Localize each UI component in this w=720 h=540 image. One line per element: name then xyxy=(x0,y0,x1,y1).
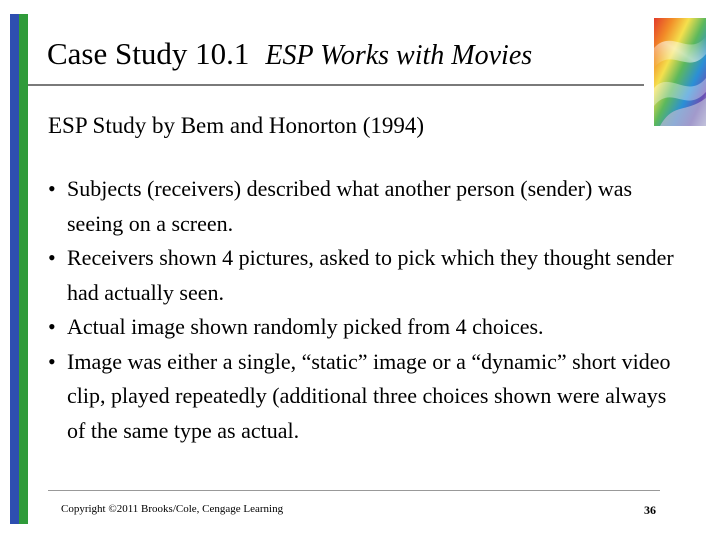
bullet-text: Image was either a single, “static” image or a “dynamic” short video clip, played repeatedly (additional three choices shown were always of the same type as actual. xyxy=(67,348,671,443)
list-item xyxy=(48,241,688,310)
bullet-list xyxy=(48,172,688,448)
bullet-icon: • xyxy=(48,348,56,374)
study-heading: ESP Study by Bem and Honorton (1994) xyxy=(48,113,425,138)
bullet-text: Actual image shown randomly picked from 4 choices. xyxy=(67,314,544,339)
title-subtitle: ESP Works with Movies xyxy=(265,40,533,71)
bullet-text: Subjects (receivers) described what another person (sender) was seeing on a screen. xyxy=(67,176,633,236)
list-item xyxy=(48,172,688,241)
list-item xyxy=(48,345,688,449)
page-number: 36 xyxy=(644,503,656,517)
rainbow-swirl-image xyxy=(654,18,706,126)
left-accent-bar-blue xyxy=(10,14,19,524)
bullet-text: Receivers shown 4 pictures, asked to pick which they thought sender had actually seen. xyxy=(67,245,674,305)
bullet-icon: • xyxy=(48,245,56,270)
left-accent-bar-green xyxy=(19,14,28,524)
title-divider xyxy=(28,84,644,86)
title-main: Case Study 10.1 xyxy=(47,36,250,71)
footer-divider xyxy=(48,490,660,491)
bullet-icon: • xyxy=(48,176,56,201)
list-item xyxy=(48,310,688,345)
copyright-notice: Copyright ©2011 Brooks/Cole, Cengage Learning xyxy=(61,503,284,515)
slide-title xyxy=(47,36,532,72)
bullet-icon: • xyxy=(48,314,56,339)
